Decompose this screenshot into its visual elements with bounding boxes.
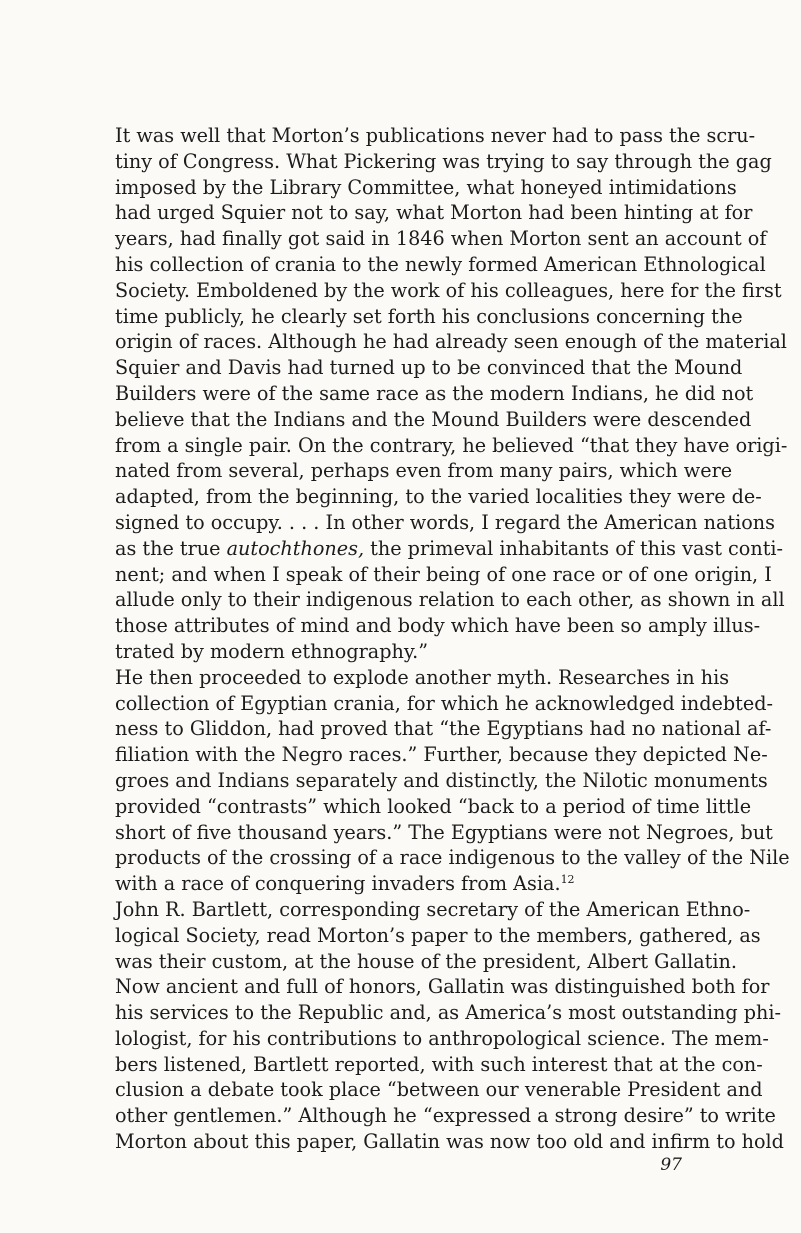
text-line: Society. Emboldened by the work of his colleagues, here for the first <box>115 278 782 302</box>
text-line: filiation with the Negro races.” Further, because they depicted Ne- <box>115 743 768 767</box>
text-line-with-italic <box>115 536 784 562</box>
text-line: products of the crossing of a race indigenous to the valley of the Nile <box>115 846 790 870</box>
text-line: Now ancient and full of honors, Gallatin was distinguished both for <box>115 975 770 999</box>
text-line: believe that the Indians and the Mound Builders were descended <box>115 407 752 431</box>
text-line: allude only to their indigenous relation to each other, as shown in all <box>115 588 785 612</box>
text-line: Squier and Davis had turned up to be convinced that the Mound <box>115 356 743 380</box>
text-line: Morton about this paper, Gallatin was now too old and infirm to hold <box>115 1130 784 1154</box>
body-text <box>115 123 790 1155</box>
text-run: the primeval inhabitants of this vast conti- <box>364 536 784 560</box>
text-line: had urged Squier not to say, what Morton had been hinting at for <box>115 201 753 225</box>
text-line: adapted, from the beginning, to the varied localities they were de- <box>115 485 762 509</box>
text-line: Builders were of the same race as the modern Indians, he did not <box>115 381 754 405</box>
text-line: John R. Bartlett, corresponding secretary of the American Ethno- <box>115 897 751 921</box>
text-line: those attributes of mind and body which have been so amply illus- <box>115 614 761 638</box>
text-line: his collection of crania to the newly formed American Ethnological <box>115 252 766 276</box>
text-line: trated by modern ethnography.” <box>115 639 429 663</box>
text-line: It was well that Morton’s publications never had to pass the scru- <box>115 124 756 147</box>
text-line: logical Society, read Morton’s paper to the members, gathered, as <box>115 923 761 947</box>
text-line: nent; and when I speak of their being of one race or of one origin, I <box>115 562 772 586</box>
footnote-marker: 12 <box>560 873 575 887</box>
text-line: other gentlemen.” Although he “expressed a strong desire” to write <box>115 1104 776 1128</box>
text-line: years, had finally got said in 1846 when Morton sent an account of <box>115 227 767 251</box>
text-line: origin of races. Although he had already seen enough of the material <box>115 330 787 354</box>
text-line: He then proceeded to explode another myth. Researches in his <box>115 665 730 689</box>
text-line: nated from several, perhaps even from many pairs, which were <box>115 459 733 483</box>
text-line: signed to occupy. . . . In other words, I regard the American nations <box>115 510 776 534</box>
text-line: time publicly, he clearly set forth his conclusions concerning the <box>115 304 743 328</box>
text-line: ness to Gliddon, had proved that “the Egyptians had no national af- <box>115 717 772 741</box>
text-line: tiny of Congress. What Pickering was trying to say through the gag <box>115 149 772 173</box>
text-line: his services to the Republic and, as America’s most outstanding phi- <box>115 1001 781 1025</box>
text-line: provided “contrasts” which looked “back to a period of time little <box>115 794 752 818</box>
text-line: short of five thousand years.” The Egyptians were not Negroes, but <box>115 820 773 844</box>
italic-term: autochthones, <box>226 536 365 560</box>
text-line: was their custom, at the house of the president, Albert Gallatin. <box>115 949 737 973</box>
text-line-with-footnote <box>115 871 682 897</box>
text-line: groes and Indians separately and distinctly, the Nilotic monuments <box>115 768 768 792</box>
page-number: 97 <box>660 1155 682 1175</box>
text-line: bers listened, Bartlett reported, with such interest that at the con- <box>115 1052 763 1076</box>
text-line: imposed by the Library Committee, what honeyed intimidations <box>115 175 737 199</box>
text-run: with a race of conquering invaders from Asia. <box>115 872 561 896</box>
text-run: as the true <box>115 536 227 560</box>
text-line: lologist, for his contributions to anthropological science. The mem- <box>115 1026 769 1050</box>
text-line: collection of Egyptian crania, for which he acknowledged indebted- <box>115 691 773 715</box>
text-line: clusion a debate took place “between our venerable President and <box>115 1078 763 1102</box>
text-line: from a single pair. On the contrary, he believed “that they have origi- <box>115 433 788 457</box>
